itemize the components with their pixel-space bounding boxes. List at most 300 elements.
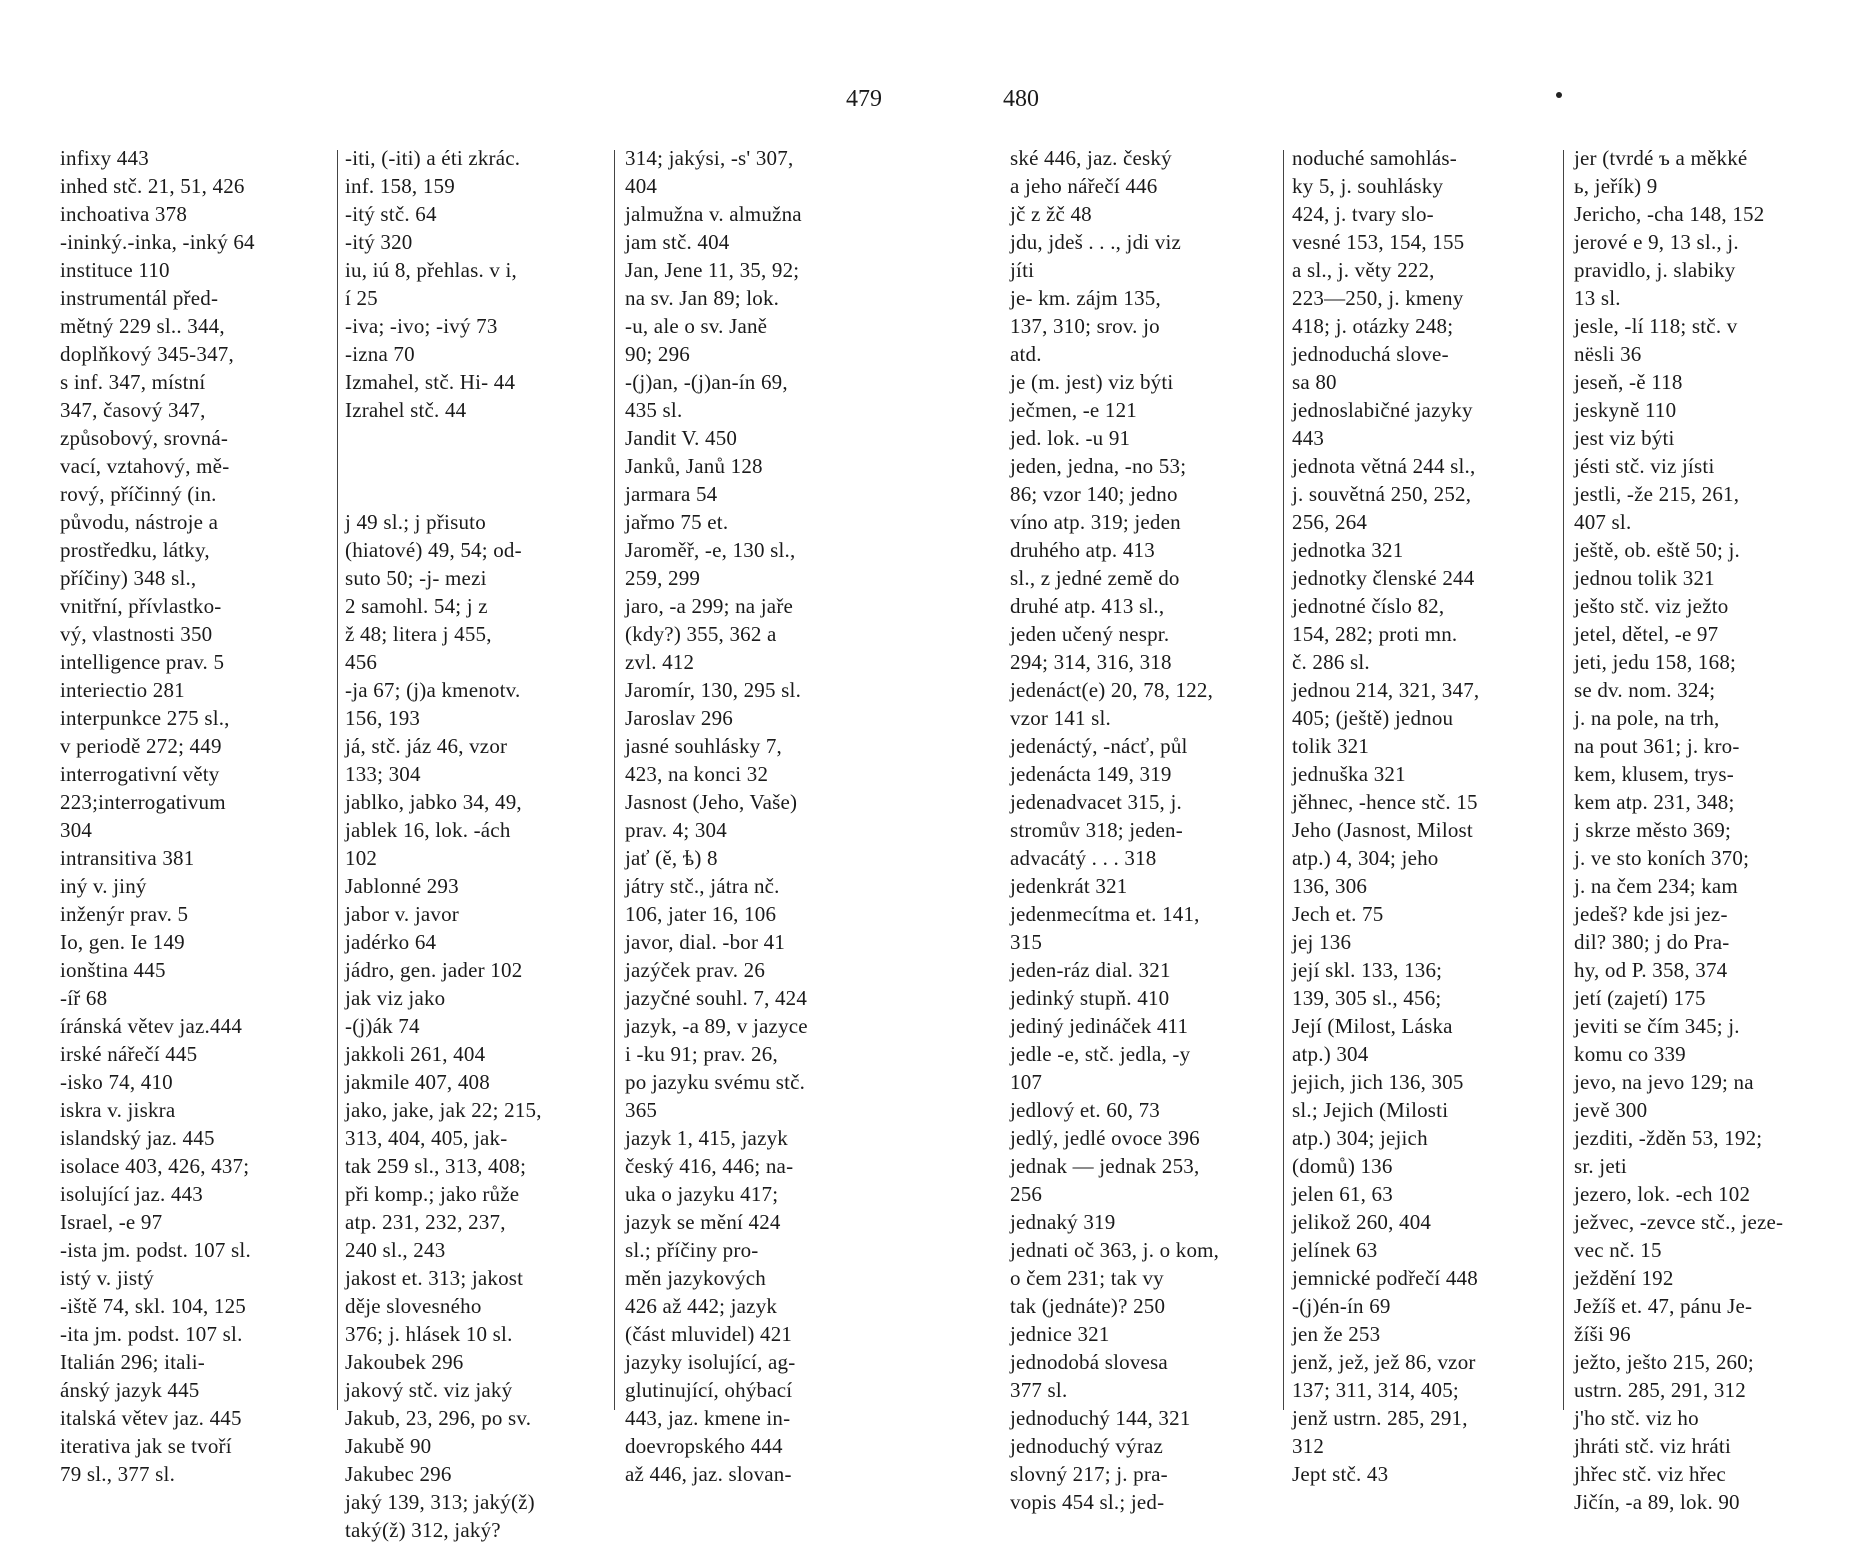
index-line: interiectio 281 (60, 678, 185, 702)
index-line: 137, 310; srov. jo (1010, 314, 1160, 338)
index-line: 377 sl. (1010, 1378, 1068, 1402)
index-line: sa 80 (1292, 370, 1337, 394)
index-line: -iva; -ivo; -ivý 73 (345, 314, 498, 338)
index-line: inchoativa 378 (60, 202, 188, 226)
index-line: jedenkrát 321 (1010, 874, 1128, 898)
index-line: ještě, ob. eště 50; j. (1574, 538, 1740, 562)
index-line: j'ho stč. viz ho (1574, 1406, 1699, 1430)
index-line: Jakubec 296 (345, 1462, 452, 1486)
index-line: jaký 139, 313; jaký(ž) (345, 1490, 535, 1514)
index-line: s inf. 347, místní (60, 370, 206, 394)
index-line: jedenácta 149, 319 (1010, 762, 1172, 786)
index-line: víno atp. 319; jeden (1010, 510, 1181, 534)
index-line: sr. jeti (1574, 1154, 1627, 1178)
index-line: 133; 304 (345, 762, 421, 786)
index-line: ustrn. 285, 291, 312 (1574, 1378, 1746, 1402)
index-line: jakmile 407, 408 (345, 1070, 490, 1094)
index-line: jednou tolik 321 (1574, 566, 1715, 590)
index-line: 223;interrogativum (60, 790, 226, 814)
index-line: 136, 306 (1292, 874, 1368, 898)
index-line: jedenadvacet 315, j. (1010, 790, 1182, 814)
index-line: Jan, Jene 11, 35, 92; (625, 258, 800, 282)
index-line: prav. 4; 304 (625, 818, 727, 842)
index-line: javor, dial. -bor 41 (625, 930, 786, 954)
index-line: inženýr prav. 5 (60, 902, 189, 926)
index-line: jednak — jednak 253, (1010, 1154, 1200, 1178)
index-line: jaro, -a 299; na jaře (625, 594, 794, 618)
index-line: jelikož 260, 404 (1292, 1210, 1432, 1234)
left-page-number: 479 (846, 86, 882, 112)
index-line: glutinující, ohýbací (625, 1378, 793, 1402)
index-line: 106, jater 16, 106 (625, 902, 777, 926)
index-line: jablek 16, lok. -ách (345, 818, 511, 842)
index-line: stromův 318; jeden- (1010, 818, 1183, 842)
index-line: 312 (1292, 1434, 1325, 1458)
index-line: 314; jakýsi, -s' 307, (625, 146, 794, 170)
index-line: jenž, jež, jež 86, vzor (1292, 1350, 1476, 1374)
index-line: -itý 320 (345, 230, 413, 254)
index-line: jalmužna v. almužna (625, 202, 802, 226)
index-line: jazyk, -a 89, v jazyce (625, 1014, 808, 1038)
index-line: a jeho nářečí 446 (1010, 174, 1158, 198)
index-line: jednodobá slovesa (1010, 1350, 1168, 1374)
index-line: jazyk 1, 415, jazyk (625, 1126, 789, 1150)
index-line: jestli, -že 215, 261, (1574, 482, 1740, 506)
index-line: jeden, jedna, -no 53; (1010, 454, 1187, 478)
index-line: a sl., j. věty 222, (1292, 258, 1435, 282)
index-line: způsobový, srovná- (60, 426, 229, 450)
index-line: vec nč. 15 (1574, 1238, 1662, 1262)
index-line: jdu, jdeš . . ., jdi viz (1010, 230, 1182, 254)
index-line: -íř 68 (60, 986, 108, 1010)
index-line: Jept stč. 43 (1292, 1462, 1389, 1486)
index-line: hy, od P. 358, 374 (1574, 958, 1728, 982)
index-line: jíti (1010, 258, 1035, 282)
index-column-3 (625, 144, 875, 1488)
index-line: játry stč., játra nč. (625, 874, 780, 898)
index-line: vnitřní, přívlastko- (60, 594, 222, 618)
index-line: je (m. jest) viz býti (1010, 370, 1174, 394)
index-line: 315 (1010, 930, 1043, 954)
index-line: o čem 231; tak vy (1010, 1266, 1164, 1290)
index-line: Jičín, -a 89, lok. 90 (1574, 1490, 1740, 1514)
index-line: Jericho, -cha 148, 152 (1574, 202, 1765, 226)
index-line: sl., z jedné země do (1010, 566, 1180, 590)
index-line: atp.) 304 (1292, 1042, 1369, 1066)
index-line: jednoduchý 144, 321 (1010, 1406, 1191, 1430)
index-line: j 49 sl.; j přisuto (345, 510, 486, 534)
index-line: jesle, -lí 118; stč. v (1574, 314, 1738, 338)
index-line: žíši 96 (1574, 1322, 1631, 1346)
index-line: -ja 67; (j)a kmenotv. (345, 678, 521, 702)
index-line: sl.; Jejich (Milosti (1292, 1098, 1449, 1122)
index-line: jetí (zajetí) 175 (1574, 986, 1706, 1010)
index-line: -(j)én-ín 69 (1292, 1294, 1391, 1318)
index-line: jeseň, -ě 118 (1574, 370, 1683, 394)
index-line: -iti, (-iti) a éti zkrác. (345, 146, 521, 170)
index-line: děje slovesného (345, 1294, 482, 1318)
index-line: ánský jazyk 445 (60, 1378, 200, 1402)
index-line: infixy 443 (60, 146, 149, 170)
index-line: j skrze město 369; (1574, 818, 1731, 842)
index-line: intransitiva 381 (60, 846, 195, 870)
index-line: ь, jeřík) 9 (1574, 174, 1658, 198)
index-line: jak viz jako (345, 986, 446, 1010)
index-line: j. na čem 234; kam (1574, 874, 1738, 898)
index-line: vý, vlastnosti 350 (60, 622, 213, 646)
index-line: 426 až 442; jazyk (625, 1294, 778, 1318)
index-line: jadérko 64 (345, 930, 437, 954)
index-line: jedinký stupň. 410 (1010, 986, 1170, 1010)
index-line: jablko, jabko 34, 49, (345, 790, 522, 814)
index-line: jam stč. 404 (625, 230, 730, 254)
column-rule (1563, 150, 1564, 1410)
index-line: -(j)ák 74 (345, 1014, 420, 1038)
index-line: č. 286 sl. (1292, 650, 1370, 674)
index-line: měn jazykových (625, 1266, 767, 1290)
index-line: 90; 296 (625, 342, 690, 366)
index-line: jednotka 321 (1292, 538, 1404, 562)
index-line: jezero, lok. -ech 102 (1574, 1182, 1751, 1206)
index-line: 407 sl. (1574, 510, 1632, 534)
index-line: jednice 321 (1010, 1322, 1110, 1346)
column-rule (1283, 150, 1284, 1410)
index-column-4 (1010, 144, 1260, 1516)
index-line: 443 (1292, 426, 1325, 450)
index-line: jako, jake, jak 22; 215, (345, 1098, 542, 1122)
index-line: 423, na konci 32 (625, 762, 769, 786)
index-line: jenž ustrn. 285, 291, (1292, 1406, 1468, 1430)
index-line: pravidlo, j. slabiky (1574, 258, 1736, 282)
index-line: kem atp. 231, 348; (1574, 790, 1735, 814)
index-line: jednaký 319 (1010, 1210, 1116, 1234)
index-line: 418; j. otázky 248; (1292, 314, 1454, 338)
index-line: Jakoubek 296 (345, 1350, 464, 1374)
index-line: -isko 74, 410 (60, 1070, 173, 1094)
index-line: jeti, jedu 158, 168; (1574, 650, 1737, 674)
index-line: příčiny) 348 sl., (60, 566, 197, 590)
index-line: atp. 231, 232, 237, (345, 1210, 506, 1234)
index-line: jedenáctý, -nácť, půl (1010, 734, 1188, 758)
index-line: Jakub, 23, 296, po sv. (345, 1406, 532, 1430)
index-line: 313, 404, 405, jak- (345, 1126, 508, 1150)
index-line: uka o jazyku 417; (625, 1182, 779, 1206)
index-line: jakost et. 313; jakost (345, 1266, 524, 1290)
index-line: Ježíš et. 47, pánu Je- (1574, 1294, 1753, 1318)
index-line: při komp.; jako růže (345, 1182, 520, 1206)
index-line: jednotné číslo 82, (1292, 594, 1445, 618)
index-line: 294; 314, 316, 318 (1010, 650, 1172, 674)
index-line: jevě 300 (1574, 1098, 1648, 1122)
index-line: Jandit V. 450 (625, 426, 738, 450)
index-line: Jeho (Jasnost, Milost (1292, 818, 1473, 842)
index-line: ječmen, -e 121 (1010, 398, 1137, 422)
index-line: 2 samohl. 54; j z (345, 594, 488, 618)
index-line: islandský jaz. 445 (60, 1126, 215, 1150)
index-line: tolik 321 (1292, 734, 1370, 758)
index-line: irské nářečí 445 (60, 1042, 198, 1066)
index-line: jetel, dětel, -e 97 (1574, 622, 1719, 646)
index-line: 156, 193 (345, 706, 421, 730)
index-line: jerové e 9, 13 sl., j. (1574, 230, 1739, 254)
index-line: ježto, ješto 215, 260; (1574, 1350, 1754, 1374)
index-line: Janků, Janů 128 (625, 454, 763, 478)
index-line: jazyčné souhl. 7, 424 (625, 986, 808, 1010)
index-line: je- km. zájm 135, (1010, 286, 1161, 310)
index-column-2 (345, 144, 595, 1544)
index-line: Italián 296; itali- (60, 1350, 205, 1374)
index-line: jeden-ráz dial. 321 (1010, 958, 1171, 982)
index-line: Jablonné 293 (345, 874, 459, 898)
index-line: jč z žč 48 (1010, 202, 1092, 226)
index-line: intelligence prav. 5 (60, 650, 225, 674)
index-line: jazyk se mění 424 (625, 1210, 781, 1234)
index-line: atp.) 4, 304; jeho (1292, 846, 1439, 870)
index-line: -itý stč. 64 (345, 202, 437, 226)
index-line (345, 480, 595, 508)
index-line: jelen 61, 63 (1292, 1182, 1393, 1206)
index-line: jedeš? kde jsi jez- (1574, 902, 1728, 926)
index-line: zvl. 412 (625, 650, 695, 674)
index-line: 139, 305 sl., 456; (1292, 986, 1442, 1010)
index-line: jarmara 54 (625, 482, 718, 506)
index-line: jednoslabičné jazyky (1292, 398, 1473, 422)
index-line: interpunkce 275 sl., (60, 706, 230, 730)
index-column-6 (1574, 144, 1824, 1516)
column-rule (337, 150, 338, 1410)
index-line: jhráti stč. viz hráti (1574, 1434, 1731, 1458)
index-line: iskra v. jiskra (60, 1098, 176, 1122)
index-line: vací, vztahový, mě- (60, 454, 230, 478)
index-line: vzor 141 sl. (1010, 706, 1111, 730)
index-line: 443, jaz. kmene in- (625, 1406, 791, 1430)
index-line: isolující jaz. 443 (60, 1182, 203, 1206)
index-line: tak (jednáte)? 250 (1010, 1294, 1166, 1318)
index-line: Io, gen. Ie 149 (60, 930, 185, 954)
index-line: 86; vzor 140; jedno (1010, 482, 1178, 506)
index-line: rový, příčinný (in. (60, 482, 217, 506)
index-line: jezditi, -žděn 53, 192; (1574, 1126, 1763, 1150)
index-line: jednoduchý výraz (1010, 1434, 1164, 1458)
index-line: jedle -e, stč. jedla, -y (1010, 1042, 1191, 1066)
index-line: nësli 36 (1574, 342, 1642, 366)
index-line: 259, 299 (625, 566, 701, 590)
index-line: jedlý, jedlé ovoce 396 (1010, 1126, 1200, 1150)
index-line: Izmahel, stč. Hi- 44 (345, 370, 516, 394)
index-line: suto 50; -j- mezi (345, 566, 487, 590)
index-line: 347, časový 347, (60, 398, 206, 422)
index-line: já, stč. jáz 46, vzor (345, 734, 508, 758)
index-line: iterativa jak se tvoří (60, 1434, 232, 1458)
index-line: až 446, jaz. slovan- (625, 1462, 792, 1486)
index-line: j. na pole, na trh, (1574, 706, 1720, 730)
index-line: (část mluvidel) 421 (625, 1322, 793, 1346)
index-line: sl.; příčiny pro- (625, 1238, 759, 1262)
index-line: (domů) 136 (1292, 1154, 1393, 1178)
index-line: vesné 153, 154, 155 (1292, 230, 1465, 254)
index-line: jésti stč. viz jísti (1574, 454, 1715, 478)
index-line: jelínek 63 (1292, 1238, 1378, 1262)
index-line: jed. lok. -u 91 (1010, 426, 1131, 450)
index-line: jabor v. javor (345, 902, 459, 926)
index-line: dil? 380; j do Pra- (1574, 930, 1730, 954)
index-line: italská větev jaz. 445 (60, 1406, 242, 1430)
index-line: po jazyku svému stč. (625, 1070, 806, 1094)
index-line: -ininký.-inka, -inký 64 (60, 230, 255, 254)
index-line: Jaroměř, -e, 130 sl., (625, 538, 796, 562)
index-line: jhřec stč. viz hřec (1574, 1462, 1726, 1486)
index-line: vopis 454 sl.; jed- (1010, 1490, 1165, 1514)
index-line: 405; (ještě) jednou (1292, 706, 1454, 730)
index-line (345, 424, 595, 452)
index-line: -iště 74, skl. 104, 125 (60, 1294, 247, 1318)
index-line: komu co 339 (1574, 1042, 1686, 1066)
index-line: mětný 229 sl.. 344, (60, 314, 225, 338)
index-line: doevropského 444 (625, 1434, 783, 1458)
index-line: ješto stč. viz ježto (1574, 594, 1729, 618)
index-line: (hiatové) 49, 54; od- (345, 538, 522, 562)
index-line: jařmo 75 et. (625, 510, 729, 534)
index-line: jednotky členské 244 (1292, 566, 1475, 590)
index-line: inf. 158, 159 (345, 174, 455, 198)
index-line: se dv. nom. 324; (1574, 678, 1716, 702)
index-line: 79 sl., 377 sl. (60, 1462, 176, 1486)
index-line: 365 (625, 1098, 658, 1122)
index-line: 107 (1010, 1070, 1043, 1094)
index-line: jednou 214, 321, 347, (1292, 678, 1480, 702)
index-line: tak 259 sl., 313, 408; (345, 1154, 527, 1178)
index-line: interrogativní věty (60, 762, 220, 786)
index-line: inhed stč. 21, 51, 426 (60, 174, 245, 198)
index-line: noduché samohlás- (1292, 146, 1457, 170)
index-line: doplňkový 345-347, (60, 342, 234, 366)
index-line: instituce 110 (60, 258, 170, 282)
index-line: 256 (1010, 1182, 1043, 1206)
index-line: 154, 282; proti mn. (1292, 622, 1458, 646)
index-line: atp.) 304; jejich (1292, 1126, 1428, 1150)
index-column-5 (1292, 144, 1542, 1488)
index-line: Israel, -e 97 (60, 1210, 163, 1234)
index-line: jednoduchá slove- (1292, 342, 1449, 366)
index-line: -ita jm. podst. 107 sl. (60, 1322, 243, 1346)
index-line: jasné souhlásky 7, (625, 734, 782, 758)
index-line: 435 sl. (625, 398, 683, 422)
index-line: jakový stč. viz jaký (345, 1378, 513, 1402)
index-line: jednati oč 363, j. o kom, (1010, 1238, 1220, 1262)
index-line: jať (ě, ѣ) 8 (625, 846, 718, 870)
index-line: český 416, 446; na- (625, 1154, 794, 1178)
index-line: i -ku 91; prav. 26, (625, 1042, 778, 1066)
right-page-number: 480 (1003, 86, 1039, 112)
index-line: na sv. Jan 89; lok. (625, 286, 780, 310)
index-line: (kdy?) 355, 362 a (625, 622, 777, 646)
page-mark-dot (1556, 92, 1562, 98)
index-line: instrumentál před- (60, 286, 219, 310)
index-line: j. souvětná 250, 252, (1292, 482, 1472, 506)
index-line: Jasnost (Jeho, Vaše) (625, 790, 798, 814)
index-line: jednota větná 244 sl., (1292, 454, 1476, 478)
index-line: prostředku, látky, (60, 538, 210, 562)
index-line: 102 (345, 846, 378, 870)
index-line: v periodě 272; 449 (60, 734, 222, 758)
index-line: Jaromír, 130, 295 sl. (625, 678, 802, 702)
index-line: Jech et. 75 (1292, 902, 1384, 926)
index-line: ježvec, -zevce stč., jeze- (1574, 1210, 1784, 1234)
index-line: 404 (625, 174, 658, 198)
index-line: -(j)an, -(j)an-ín 69, (625, 370, 788, 394)
index-line: jazýček prav. 26 (625, 958, 766, 982)
index-line: 304 (60, 818, 93, 842)
index-line: její skl. 133, 136; (1292, 958, 1443, 982)
index-line: jejich, jich 136, 305 (1292, 1070, 1464, 1094)
index-line: -ista jm. podst. 107 sl. (60, 1238, 251, 1262)
index-line: 240 sl., 243 (345, 1238, 446, 1262)
index-line: íránská větev jaz.444 (60, 1014, 243, 1038)
index-line: jest viz býti (1574, 426, 1675, 450)
index-line: ské 446, jaz. český (1010, 146, 1172, 170)
index-line: 456 (345, 650, 378, 674)
index-line: slovný 217; j. pra- (1010, 1462, 1168, 1486)
index-line: jer (tvrdé ъ a měkké (1574, 146, 1748, 170)
index-line: advacátý . . . 318 (1010, 846, 1157, 870)
index-line: 424, j. tvary slo- (1292, 202, 1434, 226)
index-line: -u, ale o sv. Janě (625, 314, 768, 338)
index-line: Jakubě 90 (345, 1434, 432, 1458)
index-line: 13 sl. (1574, 286, 1621, 310)
index-line: jeskyně 110 (1574, 398, 1677, 422)
index-line: jediný jedináček 411 (1010, 1014, 1189, 1038)
index-line (345, 452, 595, 480)
index-line: 223—250, j. kmeny (1292, 286, 1464, 310)
index-line: původu, nástroje a (60, 510, 219, 534)
index-line: druhé atp. 413 sl., (1010, 594, 1165, 618)
index-line: jednuška 321 (1292, 762, 1406, 786)
index-line: atd. (1010, 342, 1042, 366)
index-line: jazyky isolující, ag- (625, 1350, 796, 1374)
index-line: j. ve sto koních 370; (1574, 846, 1750, 870)
index-line: jakkoli 261, 404 (345, 1042, 486, 1066)
index-line: í 25 (345, 286, 378, 310)
index-line: 137; 311, 314, 405; (1292, 1378, 1459, 1402)
index-line: kem, klusem, trys- (1574, 762, 1734, 786)
column-rule (614, 150, 615, 1410)
index-line: jedlový et. 60, 73 (1010, 1098, 1160, 1122)
index-line: jádro, gen. jader 102 (345, 958, 523, 982)
index-line: -izna 70 (345, 342, 415, 366)
index-line: ionština 445 (60, 958, 166, 982)
index-line: 376; j. hlásek 10 sl. (345, 1322, 513, 1346)
index-line: isolace 403, 426, 437; (60, 1154, 250, 1178)
index-line: jeviti se čím 345; j. (1574, 1014, 1740, 1038)
index-line: jemnické podřečí 448 (1292, 1266, 1478, 1290)
index-line: 256, 264 (1292, 510, 1368, 534)
index-line: jedenmecítma et. 141, (1010, 902, 1200, 926)
index-line: iu, iú 8, přehlas. v i, (345, 258, 517, 282)
index-line: jedenáct(e) 20, 78, 122, (1010, 678, 1214, 702)
index-line: jen že 253 (1292, 1322, 1381, 1346)
index-line: jěhnec, -hence stč. 15 (1292, 790, 1478, 814)
index-line: Jaroslav 296 (625, 706, 733, 730)
index-line: jevo, na jevo 129; na (1574, 1070, 1754, 1094)
index-line: ž 48; litera j 455, (345, 622, 492, 646)
index-line: na pout 361; j. kro- (1574, 734, 1740, 758)
index-line: iný v. jiný (60, 874, 147, 898)
index-line: jej 136 (1292, 930, 1352, 954)
index-column-1 (60, 144, 310, 1488)
index-line: druhého atp. 413 (1010, 538, 1155, 562)
index-line: Izrahel stč. 44 (345, 398, 467, 422)
index-line: istý v. jistý (60, 1266, 155, 1290)
